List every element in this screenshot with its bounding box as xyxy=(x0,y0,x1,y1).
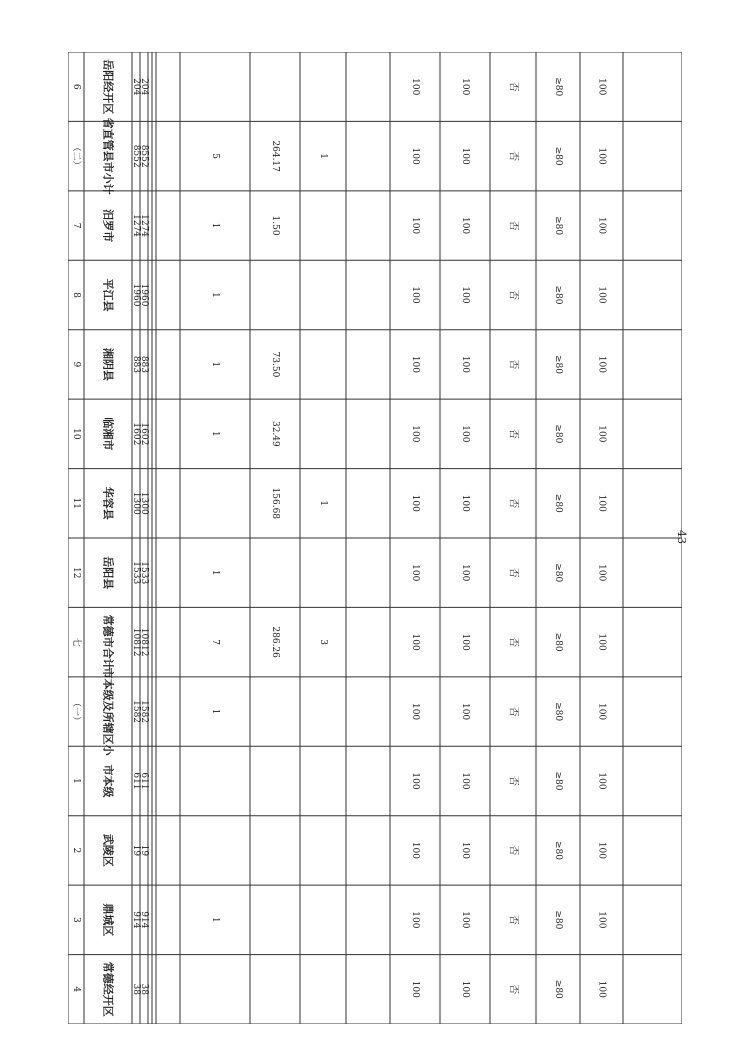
cell-r1: 1 xyxy=(210,430,220,437)
cell-n2: 100 xyxy=(460,286,470,304)
cell-n1: 100 xyxy=(410,633,420,651)
cell-r2: 156.68 xyxy=(270,487,280,520)
cell-index: 10 xyxy=(71,428,81,440)
cell-name: 市本级及所辖区小 xyxy=(101,667,115,756)
cell-r1: 1 xyxy=(210,569,220,576)
cell-ge: ≥80 xyxy=(553,702,563,722)
cell-name: 市本级 xyxy=(101,764,115,798)
cell-v1: 8552 xyxy=(131,144,141,168)
cell-r1: 7 xyxy=(210,639,220,646)
cell-n1: 100 xyxy=(410,772,420,790)
cell-yn: 否 xyxy=(507,498,519,509)
cell-yn: 否 xyxy=(507,845,519,856)
cell-v1: 1960 xyxy=(131,283,141,307)
cell-yn: 否 xyxy=(507,359,519,370)
cell-n1: 100 xyxy=(410,564,420,582)
cell-n1: 100 xyxy=(410,216,420,235)
cell-r2: 264.17 xyxy=(270,140,280,172)
cell-n2: 100 xyxy=(460,911,470,929)
cell-index: 七 xyxy=(71,637,81,647)
cell-index: 7 xyxy=(71,222,81,229)
cell-r1: 1 xyxy=(210,708,220,715)
cell-index: 2 xyxy=(71,847,81,854)
cell-r1: 1 xyxy=(210,292,220,298)
cell-v2: 611 xyxy=(139,772,149,790)
cell-index: （一） xyxy=(71,698,81,726)
cell-v1: 883 xyxy=(131,355,141,374)
cell-n1: 100 xyxy=(410,841,420,860)
cell-v1: 38 xyxy=(131,983,141,996)
cell-r1: 5 xyxy=(210,153,220,160)
cell-n2: 100 xyxy=(460,355,470,374)
cell-name: 鼎城区 xyxy=(101,903,115,937)
cell-index: 8 xyxy=(71,292,81,298)
cell-name: 常德市合计 xyxy=(101,614,115,670)
cell-n2: 100 xyxy=(460,494,470,512)
cell-ge: ≥80 xyxy=(553,632,563,652)
cell-n3: 100 xyxy=(596,911,607,929)
cell-n1: 100 xyxy=(410,78,420,96)
cell-n2: 100 xyxy=(460,425,470,443)
cell-r1: 1 xyxy=(210,361,220,368)
cell-r1: 1 xyxy=(210,222,220,229)
cell-v2: 1602 xyxy=(139,422,149,446)
cell-n3: 100 xyxy=(596,425,607,443)
cell-n3: 100 xyxy=(596,772,607,790)
cell-n1: 100 xyxy=(410,494,420,512)
cell-ge: ≥80 xyxy=(553,493,563,513)
cell-ge: ≥80 xyxy=(553,216,563,236)
cell-ge: ≥80 xyxy=(553,424,563,444)
cell-n3: 100 xyxy=(596,286,607,304)
cell-n1: 100 xyxy=(410,425,420,443)
cell-n2: 100 xyxy=(460,78,470,96)
cell-yn: 否 xyxy=(507,567,519,578)
cell-ge: ≥80 xyxy=(553,840,563,860)
cell-v2: 883 xyxy=(139,355,149,374)
cell-yn: 否 xyxy=(507,220,519,231)
cell-n3: 100 xyxy=(596,147,607,165)
cell-name: 汨罗市 xyxy=(101,209,115,243)
cell-ge: ≥80 xyxy=(553,771,563,791)
cell-name: 临湘市 xyxy=(101,417,115,451)
cell-r3: 1 xyxy=(318,500,328,507)
cell-n2: 100 xyxy=(460,980,470,998)
cell-ge: ≥80 xyxy=(553,146,563,166)
cell-n3: 100 xyxy=(596,564,607,582)
cell-v2: 10812 xyxy=(139,627,149,657)
cell-name: 省直管县市小计 xyxy=(101,117,115,195)
cell-v1: 19 xyxy=(131,844,141,857)
cell-index: 3 xyxy=(71,916,81,923)
cell-name: 武陵区 xyxy=(101,833,115,867)
cell-n2: 100 xyxy=(460,147,470,165)
cell-index: 1 xyxy=(71,778,81,784)
cell-n3: 100 xyxy=(596,633,607,651)
cell-v1: 914 xyxy=(131,911,141,929)
cell-v2: 1960 xyxy=(139,283,149,307)
cell-name: 常德经开区 xyxy=(101,961,115,1017)
cell-ge: ≥80 xyxy=(553,979,563,999)
cell-yn: 否 xyxy=(507,428,519,439)
cell-n2: 100 xyxy=(460,702,470,721)
cell-n1: 100 xyxy=(410,286,420,304)
cell-v1: 204 xyxy=(131,78,141,96)
cell-name: 平江县 xyxy=(101,278,115,312)
cell-yn: 否 xyxy=(507,914,519,925)
cell-v1: 1300 xyxy=(131,491,141,515)
cell-yn: 否 xyxy=(507,81,519,92)
cell-r2: 73.50 xyxy=(270,351,280,378)
rotated-data-table xyxy=(68,52,682,1024)
cell-n3: 100 xyxy=(596,355,607,374)
cell-r2: 1.50 xyxy=(270,215,280,236)
cell-r2: 286.26 xyxy=(270,626,280,658)
cell-yn: 否 xyxy=(507,637,519,648)
cell-index: 12 xyxy=(71,566,81,579)
cell-index: 6 xyxy=(71,83,81,90)
cell-v1: 10812 xyxy=(131,627,141,657)
cell-ge: ≥80 xyxy=(553,354,563,374)
cell-ge: ≥80 xyxy=(553,77,563,97)
cell-v1: 1602 xyxy=(131,422,141,446)
cell-yn: 否 xyxy=(507,290,519,300)
cell-v2: 19 xyxy=(139,844,149,857)
cell-n2: 100 xyxy=(460,216,470,235)
cell-ge: ≥80 xyxy=(553,910,563,930)
cell-v2: 1274 xyxy=(139,214,149,238)
cell-name: 华容县 xyxy=(101,486,115,520)
cell-n3: 100 xyxy=(596,841,607,860)
cell-r2: 32.49 xyxy=(270,420,280,447)
cell-r3: 1 xyxy=(318,153,328,160)
cell-yn: 否 xyxy=(507,706,519,717)
cell-index: 11 xyxy=(71,497,81,510)
cell-v1: 1582 xyxy=(131,700,141,724)
cell-index: 9 xyxy=(71,361,81,368)
cell-n2: 100 xyxy=(460,841,470,860)
cell-v2: 38 xyxy=(139,983,149,996)
cell-n3: 100 xyxy=(596,78,607,96)
cell-n1: 100 xyxy=(410,702,420,721)
cell-n2: 100 xyxy=(460,772,470,790)
cell-r3: 3 xyxy=(318,639,328,646)
cell-ge: ≥80 xyxy=(553,563,563,583)
cell-v2: 914 xyxy=(139,911,149,929)
cell-v2: 1582 xyxy=(139,700,149,724)
cell-n1: 100 xyxy=(410,355,420,374)
cell-yn: 否 xyxy=(507,151,519,162)
cell-r1: 1 xyxy=(210,916,220,923)
cell-n3: 100 xyxy=(596,702,607,721)
cell-index: （二） xyxy=(71,142,81,170)
cell-n3: 100 xyxy=(596,980,607,998)
cell-v2: 8552 xyxy=(139,144,149,168)
cell-n1: 100 xyxy=(410,980,420,998)
cell-n1: 100 xyxy=(410,911,420,929)
cell-name: 岳阳县 xyxy=(101,556,115,590)
cell-ge: ≥80 xyxy=(553,285,563,305)
cell-n1: 100 xyxy=(410,147,420,165)
cell-n3: 100 xyxy=(596,494,607,512)
cell-yn: 否 xyxy=(507,776,519,786)
cell-v1: 1274 xyxy=(131,214,141,238)
cell-name: 岳阳经开区 xyxy=(101,59,115,115)
page-number: 43 xyxy=(675,530,688,544)
cell-n3: 100 xyxy=(596,216,607,235)
cell-v2: 204 xyxy=(139,78,149,96)
cell-v1: 1533 xyxy=(131,561,141,585)
cell-yn: 否 xyxy=(507,984,519,995)
cell-v2: 1300 xyxy=(139,491,149,515)
cell-n2: 100 xyxy=(460,564,470,582)
cell-v2: 1533 xyxy=(139,561,149,585)
cell-name: 湘阴县 xyxy=(101,347,115,381)
cell-n2: 100 xyxy=(460,633,470,651)
cell-v1: 611 xyxy=(131,772,141,790)
cell-index: 4 xyxy=(71,986,81,993)
